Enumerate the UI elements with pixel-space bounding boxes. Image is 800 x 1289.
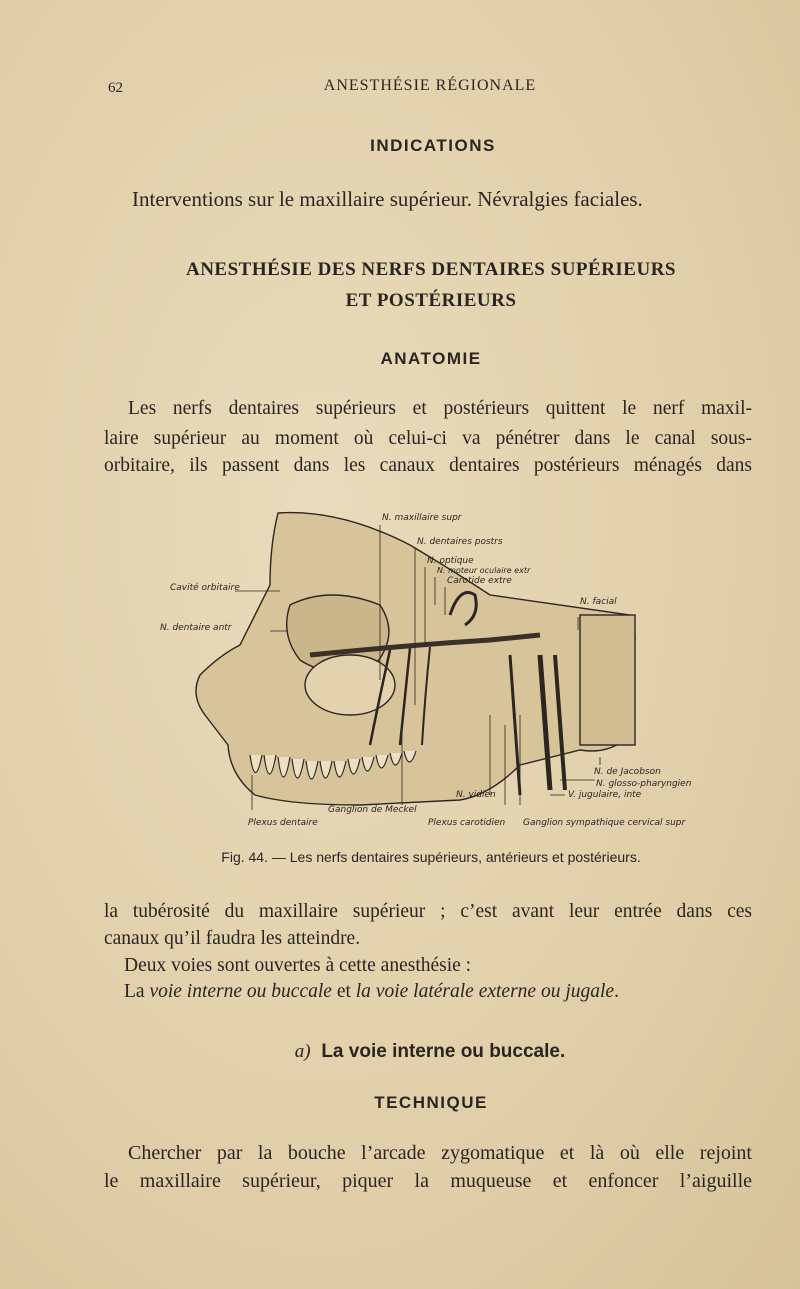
figure-caption: Fig. 44. — Les nerfs dentaires supérieurs, antérieurs et postérieurs.: [221, 849, 641, 865]
voie-interne: voie interne ou buccale: [149, 981, 332, 1002]
label-moteur: N. moteur oculaire extr: [437, 566, 531, 575]
label-plexus-carotidien: Plexus carotidien: [428, 818, 506, 828]
page-number: 62: [108, 80, 123, 96]
label-maxillaire: N. maxillaire supr: [382, 513, 462, 523]
voies-end: .: [614, 981, 619, 1002]
anatomie-line: Les nerfs dentaires supérieurs et postérieurs quittent le nerf maxil-: [128, 398, 752, 419]
anatomical-figure: [160, 505, 720, 835]
label-meckel: Ganglion de Meckel: [328, 805, 417, 815]
continuation-line: canaux qu’il faudra les atteindre.: [104, 928, 361, 949]
voies-et: et: [336, 981, 351, 1002]
technique-line: Chercher par la bouche l’arcade zygomatique et là où elle rejoint: [128, 1142, 752, 1164]
subsection-title: La voie interne ou buccale.: [321, 1041, 566, 1062]
anatomie-line: laire supérieur au moment où celui-ci va pénétrer dans le canal sous-: [104, 428, 752, 449]
technique-heading: TECHNIQUE: [374, 1093, 488, 1112]
label-vidien: N. vidien: [456, 790, 496, 800]
label-cavite: Cavité orbitaire: [170, 583, 240, 593]
label-facial: N. facial: [580, 597, 617, 607]
voies-line: [124, 981, 619, 1003]
voie-laterale: voie latérale externe ou jugale: [375, 981, 615, 1002]
label-glosso: N. glosso-pharyngien: [596, 779, 692, 789]
continuation-para: Deux voies sont ouvertes à cette anesthésie :: [124, 955, 472, 976]
voies-la2: la: [355, 981, 371, 1002]
running-title: ANESTHÉSIE RÉGIONALE: [323, 77, 537, 94]
label-dentaires-post: N. dentaires postrs: [417, 537, 503, 547]
label-ganglion-sympathique: Ganglion sympathique cervical supr: [523, 818, 686, 828]
technique-line: le maxillaire supérieur, piquer la muqueuse et enfoncer l’aiguille: [104, 1170, 752, 1192]
label-jacobson: N. de Jacobson: [594, 767, 661, 777]
label-carotide: Carotide extre: [447, 576, 512, 586]
skull-outline: [196, 513, 635, 805]
indications-heading: INDICATIONS: [370, 136, 496, 155]
subsection-heading: [0, 1041, 800, 1063]
label-optique: N. optique: [427, 556, 474, 566]
voies-la: La: [124, 981, 145, 1002]
label-dentaire-ant: N. dentaire antr: [160, 623, 232, 633]
subsection-marker: a): [294, 1041, 311, 1062]
continuation-line: la tubérosité du maxillaire supérieur ; c’est avant leur entrée dans ces: [104, 901, 752, 922]
label-jugulaire: V. jugulaire, inte: [568, 790, 642, 800]
label-plexus-dentaire: Plexus dentaire: [248, 818, 318, 828]
anatomie-heading: ANATOMIE: [380, 349, 482, 368]
anatomie-line: orbitaire, ils passent dans les canaux dentaires postérieurs ménagés dans: [104, 455, 752, 476]
indications-text: Interventions sur le maxillaire supérieur. Névralgies faciales.: [132, 187, 643, 211]
section-title-line-1: ANESTHÉSIE DES NERFS DENTAIRES SUPÉRIEURS: [185, 259, 676, 280]
section-title-line-2: ET POSTÉRIEURS: [345, 290, 517, 311]
